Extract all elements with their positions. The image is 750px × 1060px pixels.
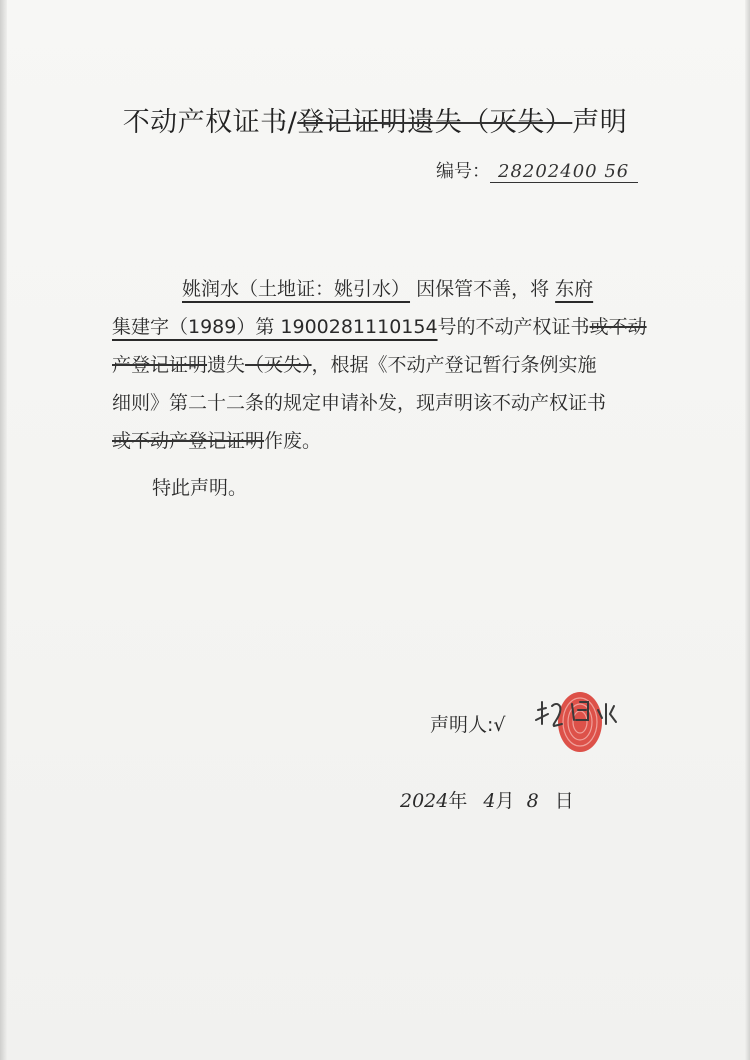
struck-text-1: 或不动 (589, 316, 647, 338)
title-struck-text: 登记证明遗失（灭失） (297, 107, 573, 138)
struck-text-2: 产登记证明 (112, 354, 208, 376)
body-line-1 (112, 270, 667, 308)
body-text-4: 细则》第二十二条的规定申请补发，现声明该不动产权证书 (112, 392, 607, 414)
scan-edge-right (745, 0, 750, 1060)
date-day-unit: 日 (554, 790, 574, 812)
body-line-4 (112, 384, 667, 422)
certificate-number-row (436, 157, 638, 183)
date-year: 2024 (400, 790, 449, 812)
body-text-3a: 遗失 (207, 354, 246, 376)
date-year-unit: 年 (448, 790, 468, 812)
scan-edge-left (0, 0, 7, 1060)
closing-statement: 特此声明。 (152, 477, 248, 499)
struck-text-3: （灭失） (245, 354, 312, 376)
body-line-2 (112, 308, 667, 346)
number-label: 编号： (436, 161, 490, 182)
declarant-row (430, 710, 506, 737)
date-day: 8 (526, 790, 539, 812)
statement-body (112, 270, 667, 460)
title-part2: 声明 (572, 107, 628, 138)
owner-name: 姚润水（土地证：姚引水） (182, 278, 411, 300)
document-title (0, 100, 750, 139)
certificate-ref: 集建字（1989）第 1900281110154 (112, 316, 438, 338)
declarant-checkmark: √ (493, 714, 506, 736)
declarant-label: 声明人: (430, 714, 494, 736)
body-text-3b: ，根据《不动产登记暂行条例实施 (311, 354, 597, 376)
date-month: 4 (483, 790, 496, 812)
body-line-5 (112, 422, 667, 460)
number-value: 28202400 56 (490, 161, 638, 183)
body-text-2: 号的不动产权证书 (437, 316, 590, 338)
declaration-date (400, 786, 574, 813)
title-part1: 不动产权证书/ (122, 107, 298, 138)
body-text-5: 作废。 (264, 430, 322, 452)
body-text-1: 因保管不善，将 (416, 278, 550, 300)
certificate-ref-start: 东府 (555, 278, 594, 300)
date-month-unit: 月 (495, 790, 515, 812)
body-line-3 (112, 346, 667, 384)
signature-with-fingerprint-seal (532, 680, 652, 760)
struck-text-4: 或不动产登记证明 (112, 430, 265, 452)
